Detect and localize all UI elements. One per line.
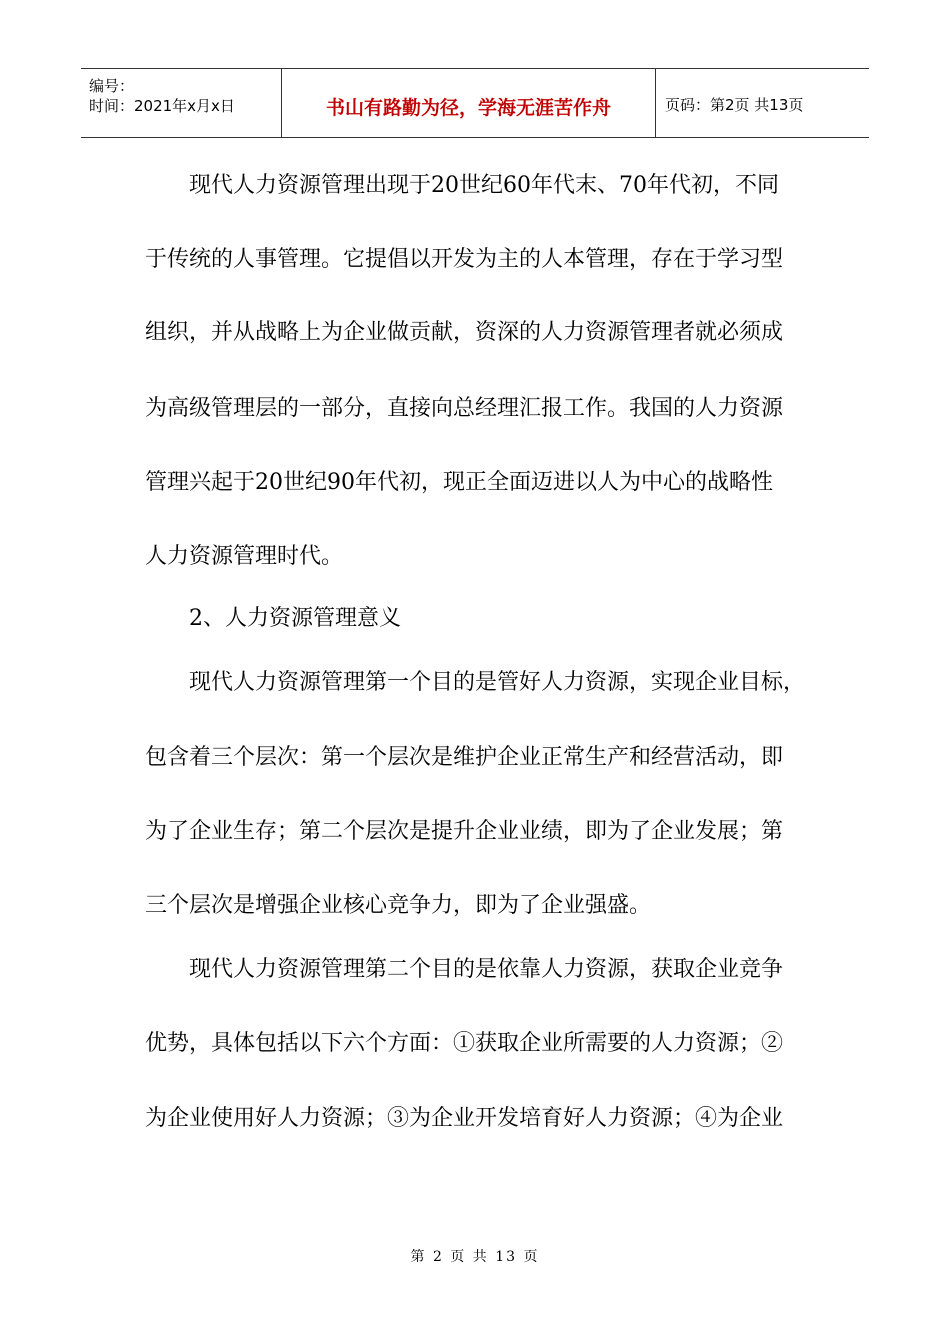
time-label: 时间：2021年x月x日 (89, 97, 235, 115)
body-line: 优势，具体包括以下六个方面：①获取企业所需要的人力资源；② (145, 1031, 784, 1056)
body-line: 现代人力资源管理第二个目的是依靠人力资源，获取企业竞争 (145, 957, 784, 982)
page-header (81, 68, 869, 138)
body-line: 现代人力资源管理第一个目的是管好人力资源，实现企业目标， (145, 670, 806, 695)
body-line: 为企业使用好人力资源；③为企业开发培育好人力资源；④为企业 (145, 1106, 784, 1131)
header-right-cell (655, 69, 869, 137)
body-line: 组织，并从战略上为企业做贡献，资深的人力资源管理者就必须成 (145, 320, 784, 345)
body-line: 为高级管理层的一部分，直接向总经理汇报工作。我国的人力资源 (145, 396, 784, 421)
body-line: 三个层次是增强企业核心竞争力，即为了企业强盛。 (145, 893, 652, 918)
header-left-cell (81, 69, 281, 137)
body-line: 为了企业生存；第二个层次是提升企业业绩，即为了企业发展；第 (145, 819, 784, 844)
body-line: 现代人力资源管理出现于20世纪60年代末、70年代初，不同 (145, 173, 779, 198)
section-heading: 2、人力资源管理意义 (145, 606, 401, 631)
header-motto: 书山有路勤为径，学海无涯苦作舟 (325, 97, 611, 119)
header-page-info: 页码：第2页 共13页 (665, 96, 804, 114)
body-line: 包含着三个层次：第一个层次是维护企业正常生产和经营活动，即 (145, 745, 784, 770)
body-line: 人力资源管理时代。 (145, 544, 344, 569)
number-label: 编号： (89, 77, 135, 95)
page-footer: 第 2 页 共 13 页 (410, 1249, 540, 1265)
header-middle-cell (281, 69, 656, 137)
body-line: 管理兴起于20世纪90年代初，现正全面迈进以人为中心的战略性 (145, 470, 773, 495)
body-line: 于传统的人事管理。它提倡以开发为主的人本管理，存在于学习型 (145, 247, 784, 272)
